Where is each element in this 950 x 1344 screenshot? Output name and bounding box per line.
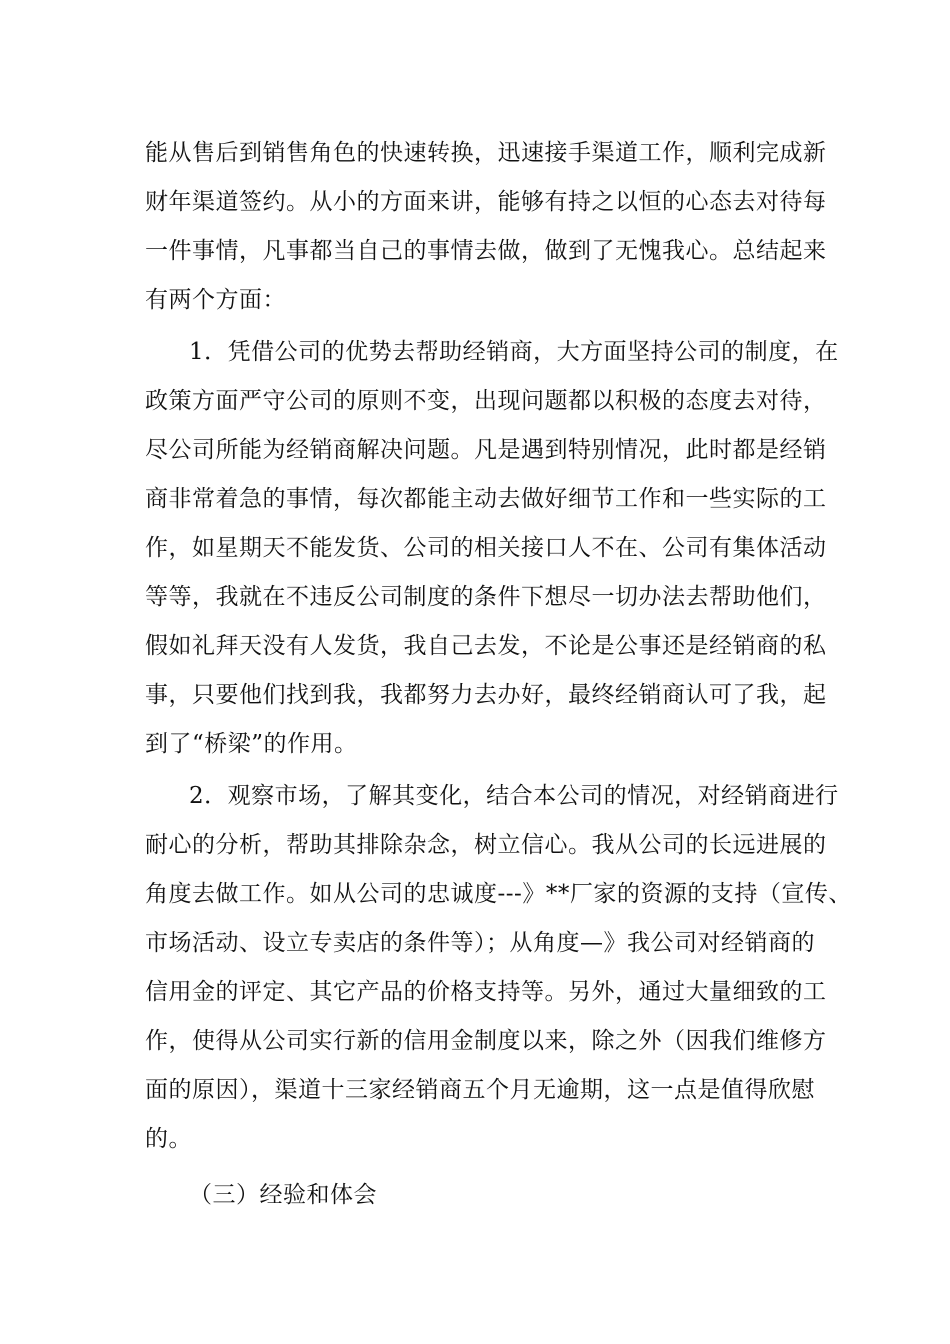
text-line: 事，只要他们找到我，我都努力去办好，最终经销商认可了我，起 [145,682,827,708]
text-line: 能从售后到销售角色的快速转换，迅速接手渠道工作，顺利完成新 [145,140,827,166]
text-line: 有两个方面： [145,287,286,313]
text-line: 商非常着急的事情，每次都能主动去做好细节工作和一些实际的工 [145,486,827,512]
text-line: 到了“桥梁”的作用。 [145,731,358,757]
numbered-item-first-line: 1．凭借公司的优势去帮助经销商，大方面坚持公司的制度，在 [189,339,839,365]
text-line: 角度去做工作。如从公司的忠诚度---》**厂家的资源的支持（宣传、 [145,881,852,907]
text-line: 尽公司所能为经销商解决问题。凡是遇到特别情况，此时都是经销 [145,437,827,463]
text-line: 政策方面严守公司的原则不变，出现问题都以积极的态度去对待， [145,388,827,414]
text-line: 的。 [145,1126,192,1152]
text-line: 财年渠道签约。从小的方面来讲，能够有持之以恒的心态去对待每 [145,189,827,215]
text-line: 面的原因），渠道十三家经销商五个月无逾期，这一点是值得欣慰 [145,1077,815,1103]
text-line: 信用金的评定、其它产品的价格支持等。另外，通过大量细致的工 [145,979,827,1005]
text-line: 一件事情，凡事都当自己的事情去做，做到了无愧我心。总结起来 [145,238,827,264]
section-heading: （三）经验和体会 [189,1182,377,1208]
text-line: 等等，我就在不违反公司制度的条件下想尽一切办法去帮助他们， [145,584,827,610]
text-line: 作，使得从公司实行新的信用金制度以来，除之外（因我们维修方 [145,1028,827,1054]
text-line: 作，如星期天不能发货、公司的相关接口人不在、公司有集体活动 [145,535,827,561]
text-line: 市场活动、设立专卖店的条件等）；从角度—》我公司对经销商的 [145,930,815,956]
numbered-item-first-line: 2．观察市场，了解其变化，结合本公司的情况，对经销商进行 [189,783,839,809]
text-line: 耐心的分析，帮助其排除杂念，树立信心。我从公司的长远进展的 [145,832,827,858]
text-line: 假如礼拜天没有人发货，我自己去发，不论是公事还是经销商的私 [145,633,827,659]
